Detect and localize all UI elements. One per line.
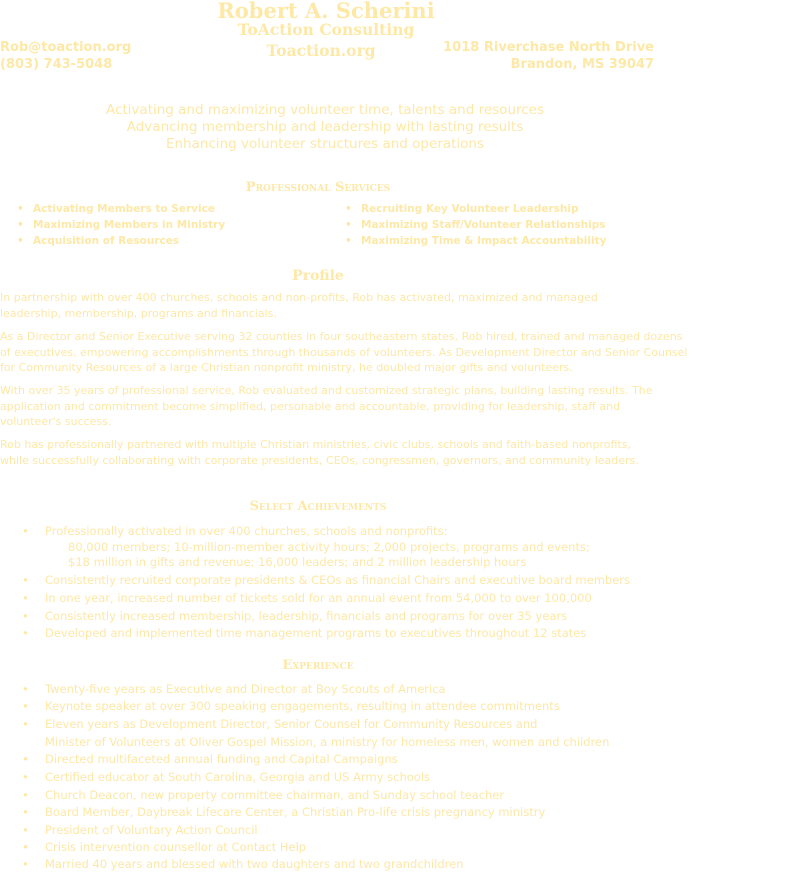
experience-heading: Experience [282, 658, 354, 673]
experience-item: • Keynote speaker at over 300 speaking engagements, resulting in attendee commitments [22, 699, 560, 713]
tagline: Enhancing volunteer structures and operations [165, 136, 485, 152]
profile-paragraph: With over 35 years of professional service, Rob evaluated and customized strategic plans, building lasting results. The application and commitment become simplified, personable and accountable, providing for leadership, staff and volunteer's success. [0, 384, 653, 428]
experience-item: • Twenty-five years as Executive and Director at Boy Scouts of America [22, 682, 446, 696]
achievement-detail: $18 million in gifts and revenue; 16,000 leaders; and 2 million leadership hours [68, 555, 527, 569]
service-item: • Acquisition of Resources [17, 235, 180, 247]
profile-paragraph: In partnership with over 400 churches, schools and non-profits, Rob has activated, maximized and managed leadership, membership, programs and financials. [0, 291, 598, 320]
profile-heading: Profile [292, 268, 344, 284]
tagline: Advancing membership and leadership with lasting results [126, 119, 524, 135]
street-address: 1018 Riverchase North Drive [443, 40, 654, 55]
service-item: • Maximizing Staff/Volunteer Relationships [345, 219, 606, 231]
experience-item: • Eleven years as Development Director, Senior Counsel for Community Resources and [22, 717, 538, 731]
experience-item: • Directed multifaceted annual funding and Capital Campaigns [22, 752, 398, 766]
experience-continuation: Minister of Volunteers at Oliver Gospel Mission, a ministry for homeless men, women and children [45, 735, 610, 749]
experience-item: • Certified educator at South Carolina, Georgia and US Army schools [22, 770, 431, 784]
service-item: • Maximizing Time & Impact Accountability [345, 235, 607, 247]
services-heading: Professional Services [245, 180, 391, 195]
experience-item: • Board Member, Daybreak Lifecare Center, a Christian Pro-life crisis pregnancy ministry [22, 805, 546, 819]
tagline: Activating and maximizing volunteer time, talents and resources [105, 102, 545, 118]
service-item: • Activating Members to Service [17, 203, 215, 215]
achievements-heading: Select Achievements [249, 499, 387, 514]
service-item: • Recruiting Key Volunteer Leadership [345, 203, 579, 215]
website: Toaction.org [266, 41, 376, 60]
company-name: ToAction Consulting [237, 20, 415, 39]
service-item: • Maximizing Members in Ministry [17, 219, 226, 231]
phone: (803) 743-5048 [0, 57, 113, 72]
person-name: Robert A. Scherini [217, 0, 435, 23]
achievement-item: • Consistently increased membership, leadership, financials and programs for over 35 years [22, 609, 568, 623]
achievement-item: • Professionally activated in over 400 churches, schools and nonprofits: [22, 524, 448, 538]
experience-item: • Crisis intervention counsellor at Contact Help [22, 840, 307, 854]
email: Rob@toaction.org [0, 40, 132, 55]
city-address: Brandon, MS 39047 [510, 57, 654, 72]
achievement-detail: 80,000 members; 10-million-member activity hours; 2,000 projects, programs and events; [68, 540, 590, 554]
profile-paragraph: Rob has professionally partnered with multiple Christian ministries, civic clubs, schools and faith-based nonprofits, while successfully collaborating with corporate presidents, CEOs, congressmen, governors, and community leaders. [0, 438, 639, 467]
experience-item: • President of Voluntary Action Council [22, 823, 258, 837]
experience-item: • Church Deacon, new property committee chairman, and Sunday school teacher [22, 788, 505, 802]
profile-paragraph: As a Director and Senior Executive serving 32 counties in four southeastern states, Rob hired, trained and managed dozens of executives, empowering accomplishments through thousands of volunteers. As Development Director and Senior Counsel for Community Resources of a large Christian nonprofit ministry, he doubled major gifts and volunteers. [0, 330, 688, 374]
achievement-item: • In one year, increased number of tickets sold for an annual event from 54,000 to over 100,000 [22, 591, 592, 605]
achievement-item: • Developed and implemented time management programs to executives throughout 12 states [22, 626, 587, 640]
experience-item: • Married 40 years and blessed with two daughters and two grandchildren [22, 857, 464, 871]
achievement-item: • Consistently recruited corporate presidents & CEOs as financial Chairs and executive board members [22, 573, 631, 587]
